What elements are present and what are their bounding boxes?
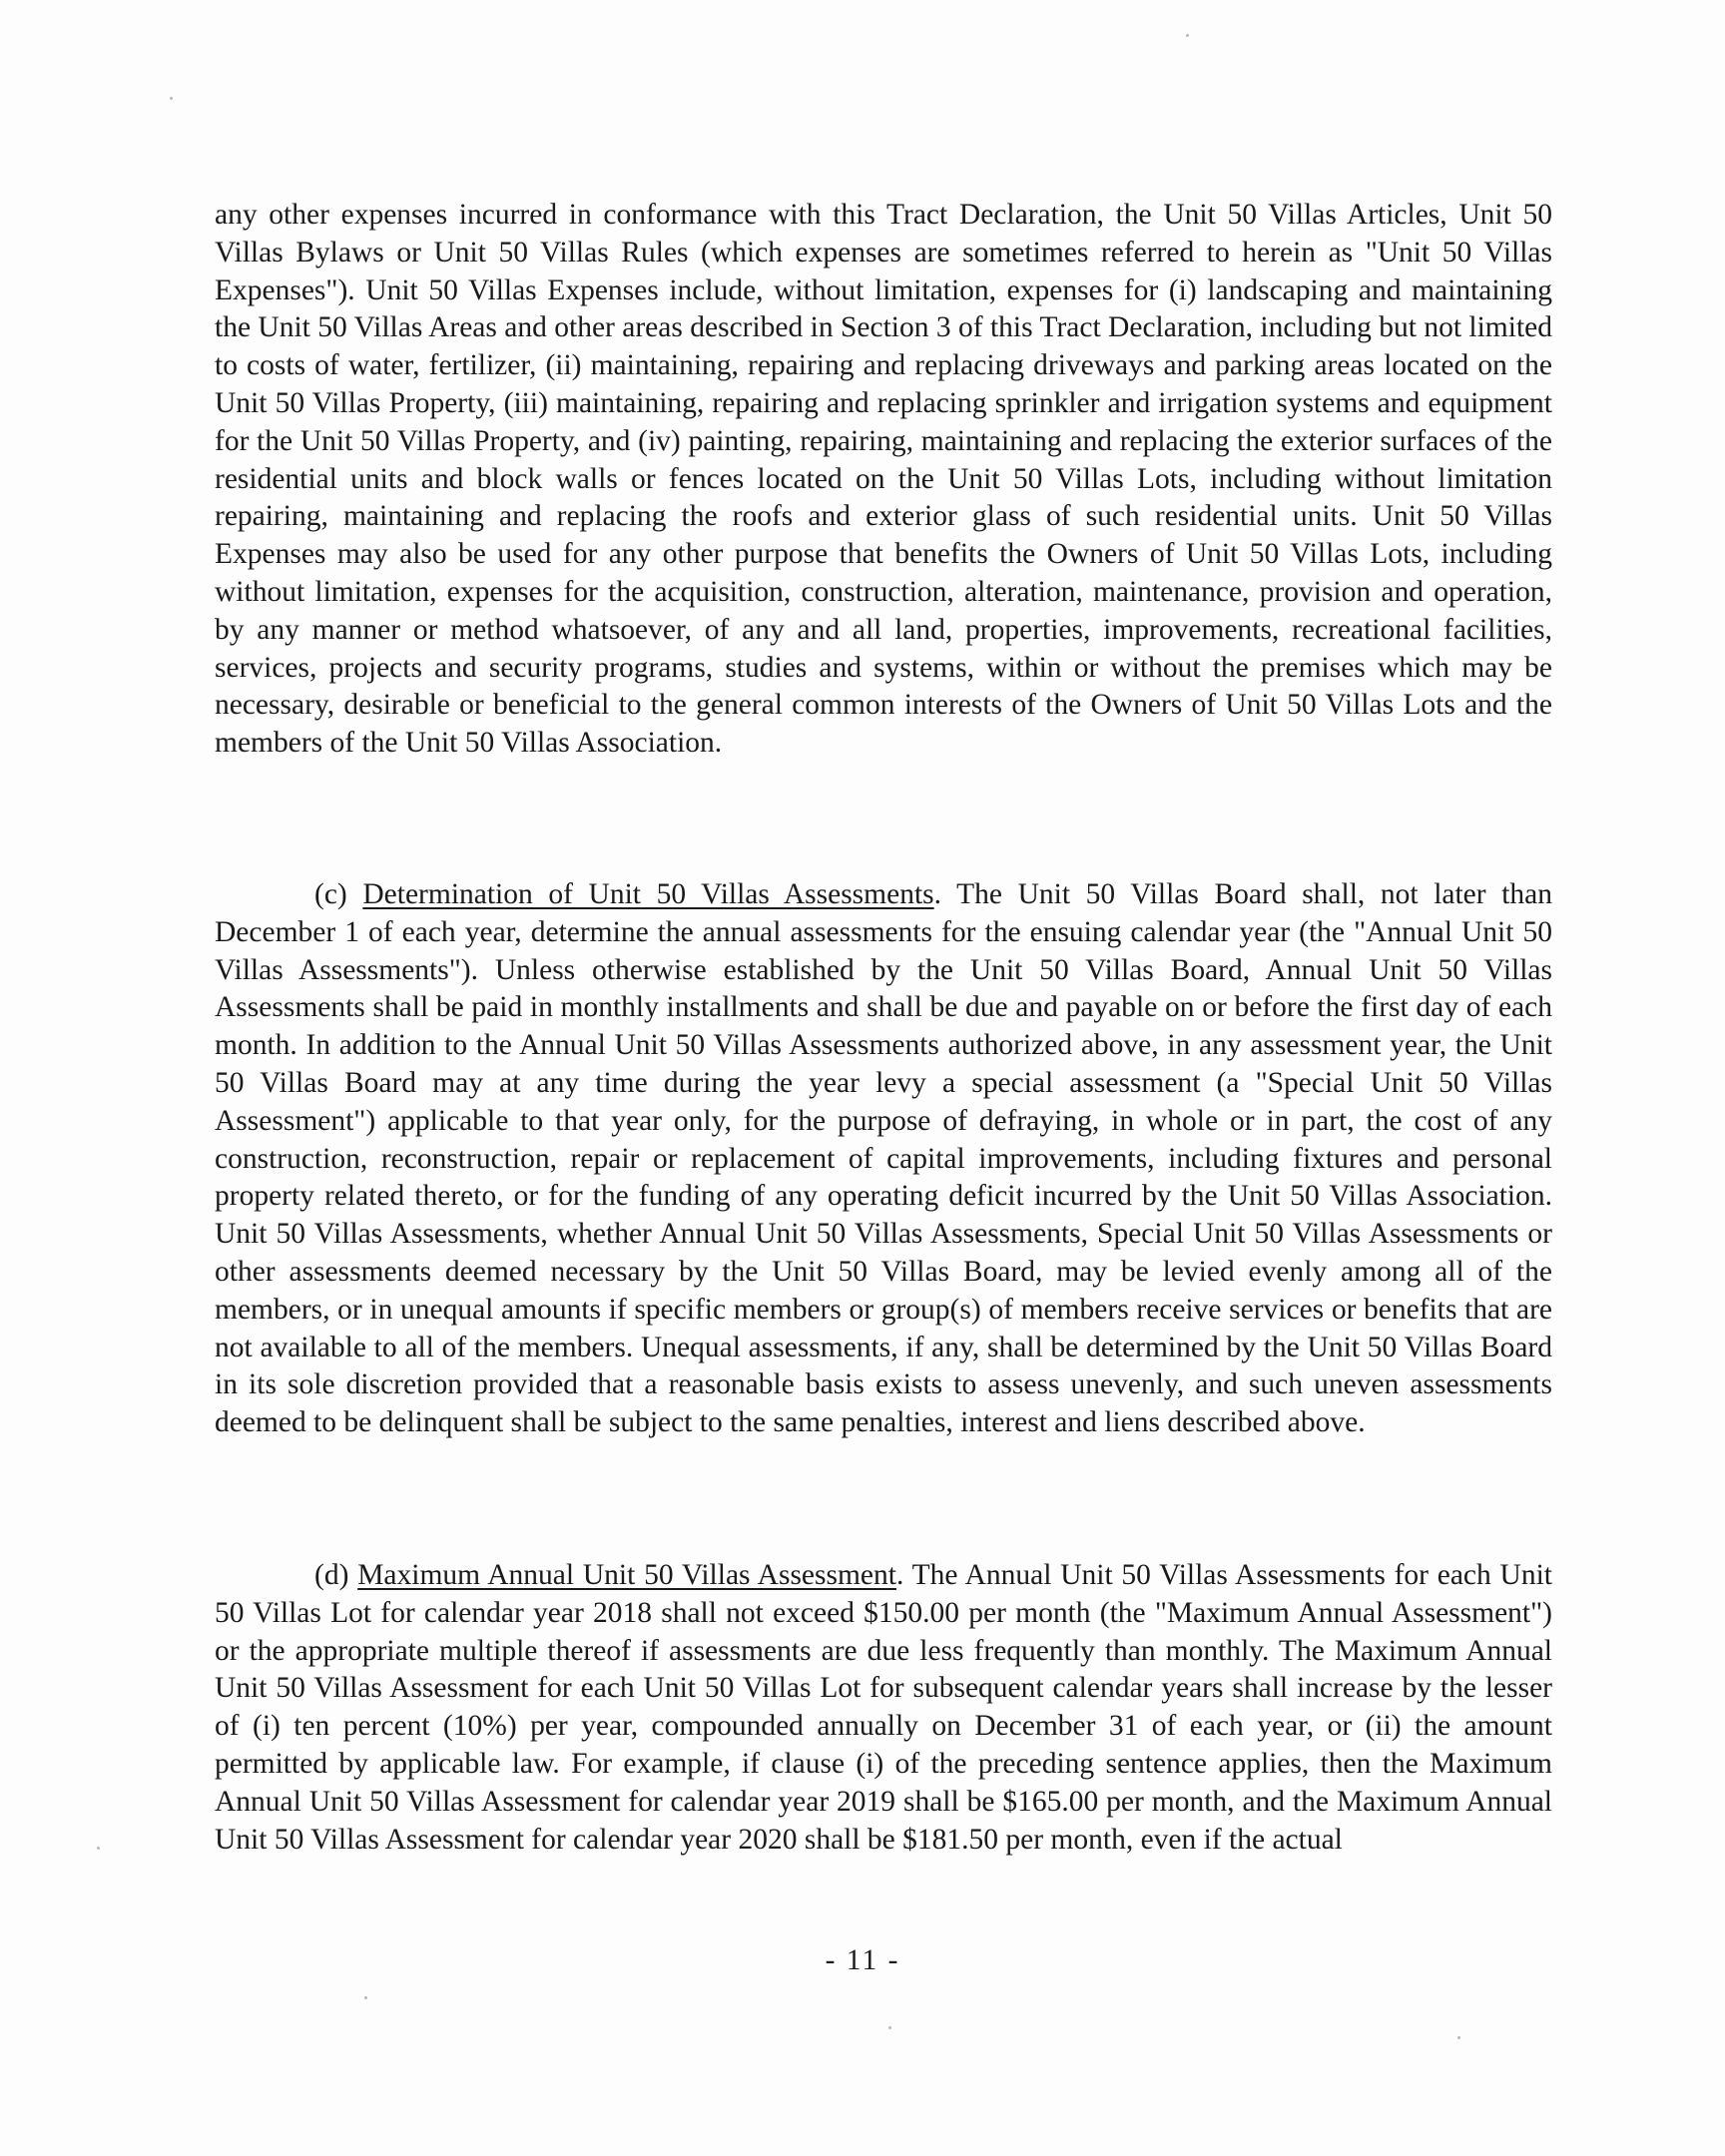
- page-number: - 11 -: [825, 1944, 900, 1976]
- section-d-label: (d): [314, 1559, 349, 1591]
- section-d-body: . The Annual Unit 50 Villas Assessments for each Unit 50 Villas Lot for calendar year 2018 shall not exceed $150.00 per month (the "Maximum Annual Assessment") or the appropriate multiple thereof if assessments are due less frequently than monthly. The Maximum Annual Unit 50 Villas Assessment for each Unit 50 Villas Lot for subsequent calendar years shall increase by the lesser of (i) ten percent (10%) per year, compounded annually on December 31 of each year, or (ii) the amount permitted by applicable law. For example, if clause (i) of the preceding sentence applies, then the Maximum Annual Unit 50 Villas Assessment for calendar year 2019 shall be $165.00 per month, and the Maximum Annual Unit 50 Villas Assessment for calendar year 2020 shall be $181.50 per month, even if the actual: [215, 1559, 1552, 1856]
- section-c-label: (c): [314, 878, 347, 910]
- scan-speck: [364, 1996, 367, 1999]
- section-d-paragraph: [215, 1557, 1552, 1859]
- scan-speck: [1457, 2036, 1460, 2039]
- scan-speck: [170, 97, 173, 100]
- section-c-body: . The Unit 50 Villas Board shall, not later than December 1 of each year, determine the annual assessments for the ensuing calendar year (the "Annual Unit 50 Villas Assessments"). Unless otherwise established by the Unit 50 Villas Board, Annual Unit 50 Villas Assessments shall be paid in monthly installments and shall be due and payable on or before the first day of each month. In addition to the Annual Unit 50 Villas Assessments authorized above, in any assessment year, the Unit 50 Villas Board may at any time during the year levy a special assessment (a "Special Unit 50 Villas Assessment") applicable to that year only, for the purpose of defraying, in whole or in part, the cost of any construction, reconstruction, repair or replacement of capital improvements, including fixtures and personal property related thereto, or for the funding of any operating deficit incurred by the Unit 50 Villas Association. Unit 50 Villas Assessments, whether Annual Unit 50 Villas Assessments, Special Unit 50 Villas Assessments or other assessments deemed necessary by the Unit 50 Villas Board, may be levied evenly among all of the members, or in unequal amounts if specific members or group(s) of members receive services or benefits that are not available to all of the members. Unequal assessments, if any, shall be determined by the Unit 50 Villas Board in its sole discretion provided that a reasonable basis exists to assess unevenly, and such uneven assessments deemed to be delinquent shall be subject to the same penalties, interest and liens described above.: [215, 878, 1553, 1439]
- paragraph-expenses: [215, 197, 1552, 763]
- section-d-heading: Maximum Annual Unit 50 Villas Assessment: [357, 1559, 896, 1591]
- scan-speck: [97, 1847, 100, 1850]
- section-c-heading: Determination of Unit 50 Villas Assessments: [362, 878, 934, 910]
- paragraph-expenses-text: any other expenses incurred in conformance with this Tract Declaration, the Unit 50 Villas Articles, Unit 50 Villas Bylaws or Unit 50 Villas Rules (which expenses are sometimes referred to herein as "Unit 50 Villas Expenses"). Unit 50 Villas Expenses include, without limitation, expenses for (i) landscaping and maintaining the Unit 50 Villas Areas and other areas described in Section 3 of this Tract Declaration, including but not limited to costs of water, fertilizer, (ii) maintaining, repairing and replacing driveways and parking areas located on the Unit 50 Villas Property, (iii) maintaining, repairing and replacing sprinkler and irrigation systems and equipment for the Unit 50 Villas Property, and (iv) painting, repairing, maintaining and replacing the exterior surfaces of the residential units and block walls or fences located on the Unit 50 Villas Lots, including without limitation repairing, maintaining and replacing the roofs and exterior glass of such residential units. Unit 50 Villas Expenses may also be used for any other purpose that benefits the Owners of Unit 50 Villas Lots, including without limitation, expenses for the acquisition, construction, alteration, maintenance, provision and operation, by any manner or method whatsoever, of any and all land, properties, improvements, recreational facilities, services, projects and security programs, studies and systems, within or without the premises which may be necessary, desirable or beneficial to the general common interests of the Owners of Unit 50 Villas Lots and the members of the Unit 50 Villas Association.: [215, 199, 1552, 760]
- section-c: [215, 876, 1552, 1442]
- section-d: [215, 1557, 1552, 1859]
- scan-speck: [1186, 34, 1189, 37]
- section-c-paragraph: [215, 876, 1552, 1442]
- scan-speck: [888, 2026, 891, 2029]
